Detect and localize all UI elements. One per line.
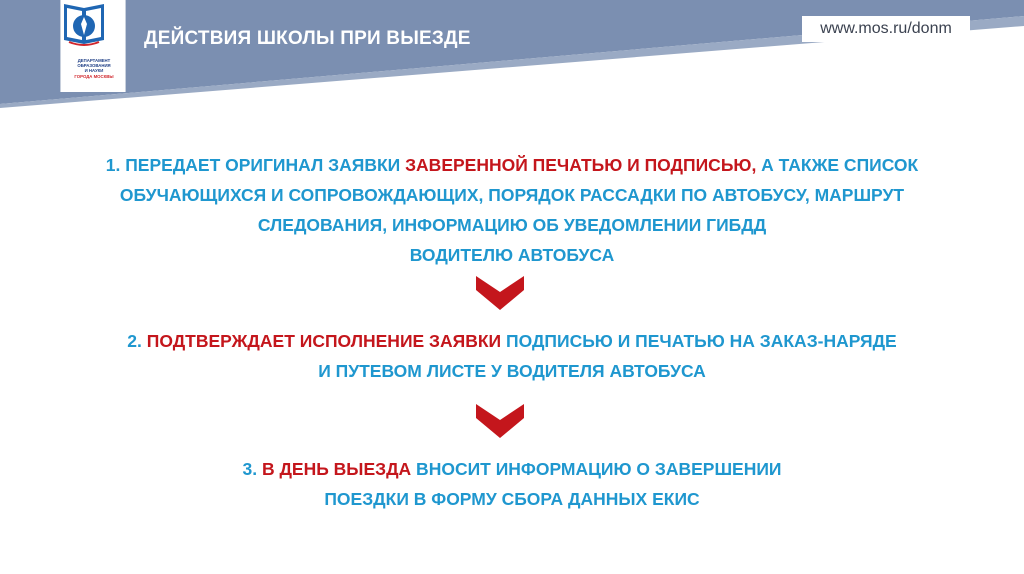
step-2-text [40,326,984,386]
page-title: ДЕЙСТВИЯ ШКОЛЫ ПРИ ВЫЕЗДЕ [144,28,471,49]
step-line: 1. ПЕРЕДАЕТ ОРИГИНАЛ ЗАЯВКИ ЗАВЕРЕННОЙ ПЕЧАТЬЮ И ПОДПИСЬЮ, А ТАКЖЕ СПИСОК [105,155,919,175]
chevron-down-icon [476,400,524,438]
department-logo [60,0,126,92]
step-line: 3. В ДЕНЬ ВЫЕЗДА ВНОСИТ ИНФОРМАЦИЮ О ЗАВЕРШЕНИИ [242,459,782,479]
header-banner [0,0,1024,108]
chevron-down-icon [476,272,524,310]
step-line: ПОЕЗДКИ В ФОРМУ СБОРА ДАННЫХ ЕКИС [324,489,700,509]
step-line: ОБУЧАЮЩИХСЯ И СОПРОВОЖДАЮЩИХ, ПОРЯДОК РАССАДКИ ПО АВТОБУСУ, МАРШРУТ [119,185,905,205]
step-1-text [40,150,984,270]
step-line: ВОДИТЕЛЮ АВТОБУСА [409,245,615,265]
site-url-link[interactable]: www.mos.ru/donm [802,16,970,42]
logo-caption: ДЕПАРТАМЕНТ ОБРАЗОВАНИЯ И НАУКИ ГОРОДА МОСКВЫ [74,58,114,79]
book-emblem-icon [61,0,107,48]
page-number: 8 [991,52,1000,69]
step-line: СЛЕДОВАНИЯ, ИНФОРМАЦИЮ ОБ УВЕДОМЛЕНИИ ГИБДД [257,215,767,235]
step-line: И ПУТЕВОМ ЛИСТЕ У ВОДИТЕЛЯ АВТОБУСА [318,361,706,381]
step-3-text [40,454,984,514]
step-line: 2. ПОДТВЕРЖДАЕТ ИСПОЛНЕНИЕ ЗАЯВКИ ПОДПИСЬЮ И ПЕЧАТЬЮ НА ЗАКАЗ-НАРЯДЕ [127,331,897,351]
